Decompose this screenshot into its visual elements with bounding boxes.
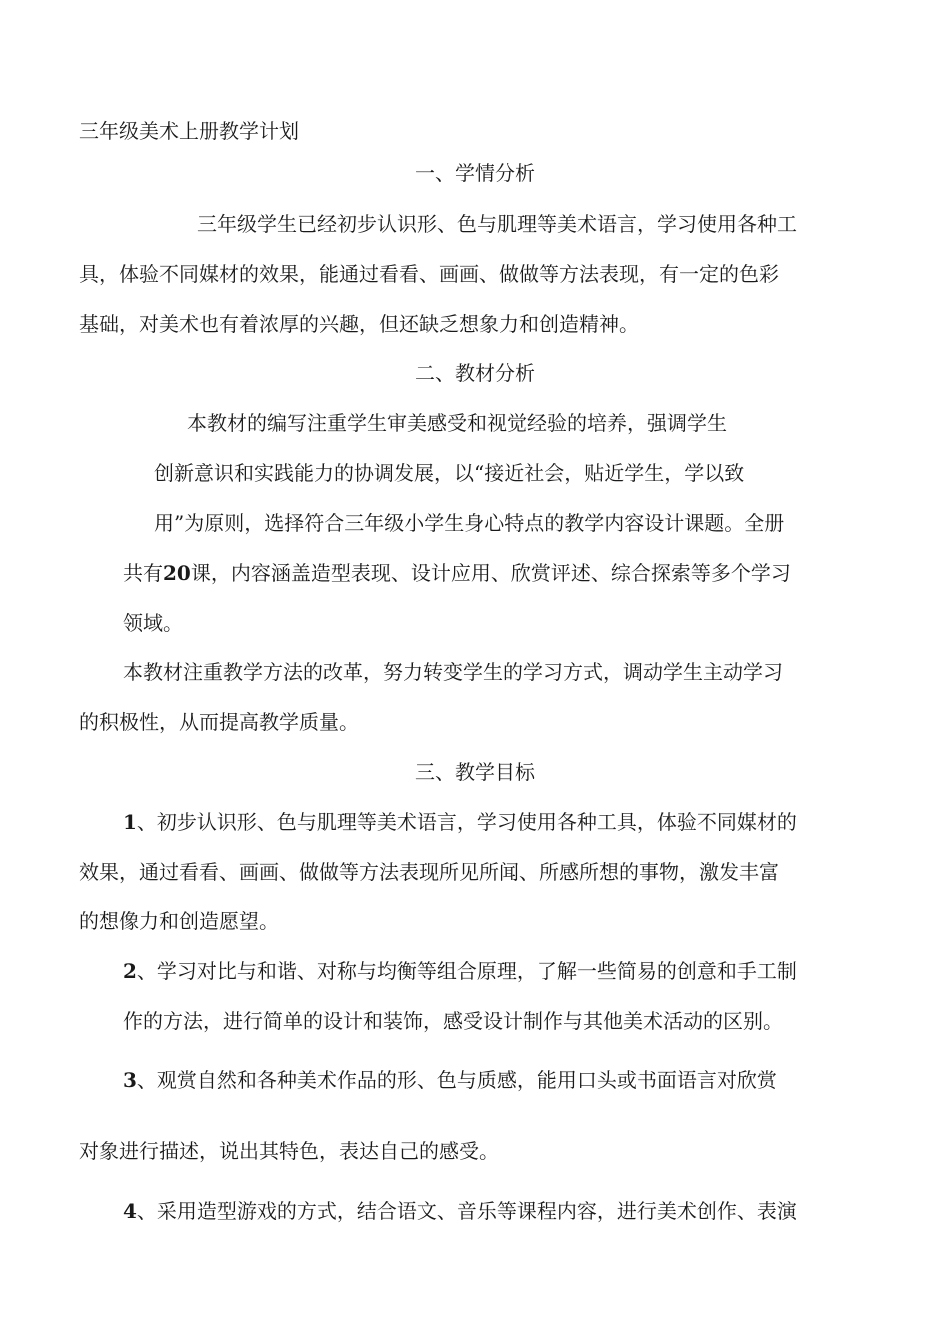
- text-run: 、观赏自然和各种美术作品的形、色与质感，能用口头或书面语言对欣赏: [136, 1068, 777, 1092]
- paragraph-line: [123, 561, 791, 585]
- paragraph-line: 本教材的编写注重学生审美感受和视觉经验的培养，强调学生: [187, 411, 727, 435]
- paragraph-line: 作的方法，进行简单的设计和装饰，感受设计制作与其他美术活动的区别。: [123, 1009, 783, 1033]
- text-run: 共有: [123, 561, 163, 585]
- paragraph-line: 具，体验不同媒材的效果，能通过看看、画画、做做等方法表现，有一定的色彩: [79, 262, 779, 286]
- goal-number: 3: [123, 1068, 137, 1092]
- goal-item-3: [123, 1068, 777, 1092]
- text-run: 课，内容涵盖造型表现、设计应用、欣赏评述、综合探索等多个学习: [190, 561, 791, 585]
- goal-item-2: [123, 959, 797, 983]
- text-run: 、初步认识形、色与肌理等美术语言，学习使用各种工具，体验不同媒材的: [136, 810, 797, 834]
- goal-number: 2: [123, 959, 137, 983]
- paragraph-line: 对象进行描述，说出其特色，表达自己的感受。: [79, 1139, 499, 1163]
- section-heading-1: 一、学情分析: [415, 161, 535, 185]
- text-run: 、学习对比与和谐、对称与均衡等组合原理，了解一些简易的创意和手工制: [136, 959, 797, 983]
- section-heading-2: 二、教材分析: [415, 361, 535, 385]
- paragraph-line: 用”为原则，选择符合三年级小学生身心特点的教学内容设计课题。全册: [154, 511, 785, 535]
- paragraph-line: 基础，对美术也有着浓厚的兴趣，但还缺乏想象力和创造精神。: [79, 312, 639, 336]
- goal-number: 1: [123, 810, 137, 834]
- paragraph-line: 三年级学生已经初步认识形、色与肌理等美术语言，学习使用各种工: [197, 212, 797, 236]
- document-title: 三年级美术上册教学计划: [79, 119, 299, 143]
- paragraph-line: 领域。: [123, 611, 183, 635]
- lesson-count: 20: [163, 561, 191, 585]
- goal-number: 4: [123, 1199, 137, 1223]
- paragraph-line: 创新意识和实践能力的协调发展，以“接近社会，贴近学生，学以致: [154, 461, 745, 485]
- paragraph-line: 效果，通过看看、画画、做做等方法表现所见所闻、所感所想的事物，激发丰富: [79, 860, 779, 884]
- goal-item-1: [123, 810, 797, 834]
- goal-item-4: [123, 1199, 797, 1223]
- paragraph-line: 的积极性，从而提高教学质量。: [79, 710, 359, 734]
- paragraph-line: 本教材注重教学方法的改革，努力转变学生的学习方式，调动学生主动学习: [123, 660, 783, 684]
- text-run: 、采用造型游戏的方式，结合语文、音乐等课程内容，进行美术创作、表演: [136, 1199, 797, 1223]
- section-heading-3: 三、教学目标: [415, 760, 535, 784]
- paragraph-line: 的想像力和创造愿望。: [79, 909, 279, 933]
